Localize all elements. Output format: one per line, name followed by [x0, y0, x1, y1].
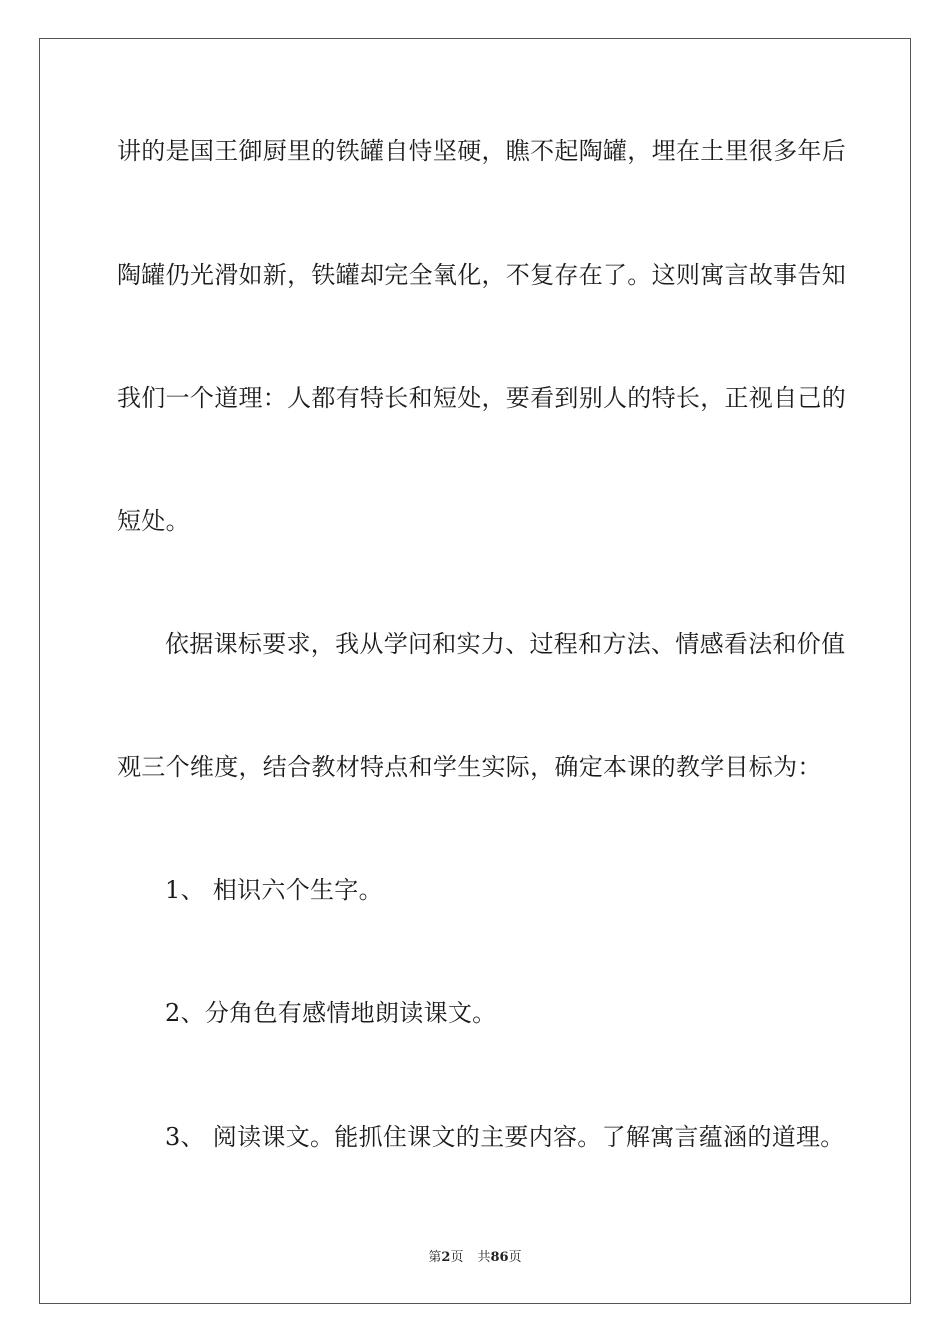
- goal-item-3: 3、 阅读课文。能抓住课文的主要内容。了解寓言蕴涵的道理。: [165, 1123, 845, 1151]
- footer-page-suffix: 页: [450, 1250, 464, 1265]
- footer-total-prefix: 共: [477, 1250, 491, 1265]
- page-footer: [0, 1246, 950, 1265]
- footer-page-number: 2: [441, 1250, 451, 1265]
- paragraph-1-line-1: 讲的是国王御厨里的铁罐自恃坚硬，瞧不起陶罐，埋在土里很多年后: [117, 137, 846, 165]
- goal-item-2: 2、分角色有感情地朗读课文。: [165, 999, 497, 1027]
- page-border: [39, 38, 911, 1304]
- footer-page-prefix: 第: [428, 1250, 442, 1265]
- paragraph-1-line-3: 我们一个道理：人都有特长和短处，要看到别人的特长，正视自己的: [117, 384, 846, 412]
- paragraph-2-line-1: 依据课标要求，我从学问和实力、过程和方法、情感看法和价值: [165, 630, 846, 658]
- paragraph-1-line-2: 陶罐仍光滑如新，铁罐却完全氧化，不复存在了。这则寓言故事告知: [117, 261, 846, 289]
- footer-total-suffix: 页: [508, 1250, 522, 1265]
- footer-total-pages: 86: [490, 1250, 509, 1265]
- paragraph-1-line-4: 短处。: [117, 507, 190, 535]
- paragraph-2-line-2: 观三个维度，结合教材特点和学生实际，确定本课的教学目标为：: [117, 753, 822, 781]
- goal-item-1: 1、 相识六个生字。: [165, 876, 383, 904]
